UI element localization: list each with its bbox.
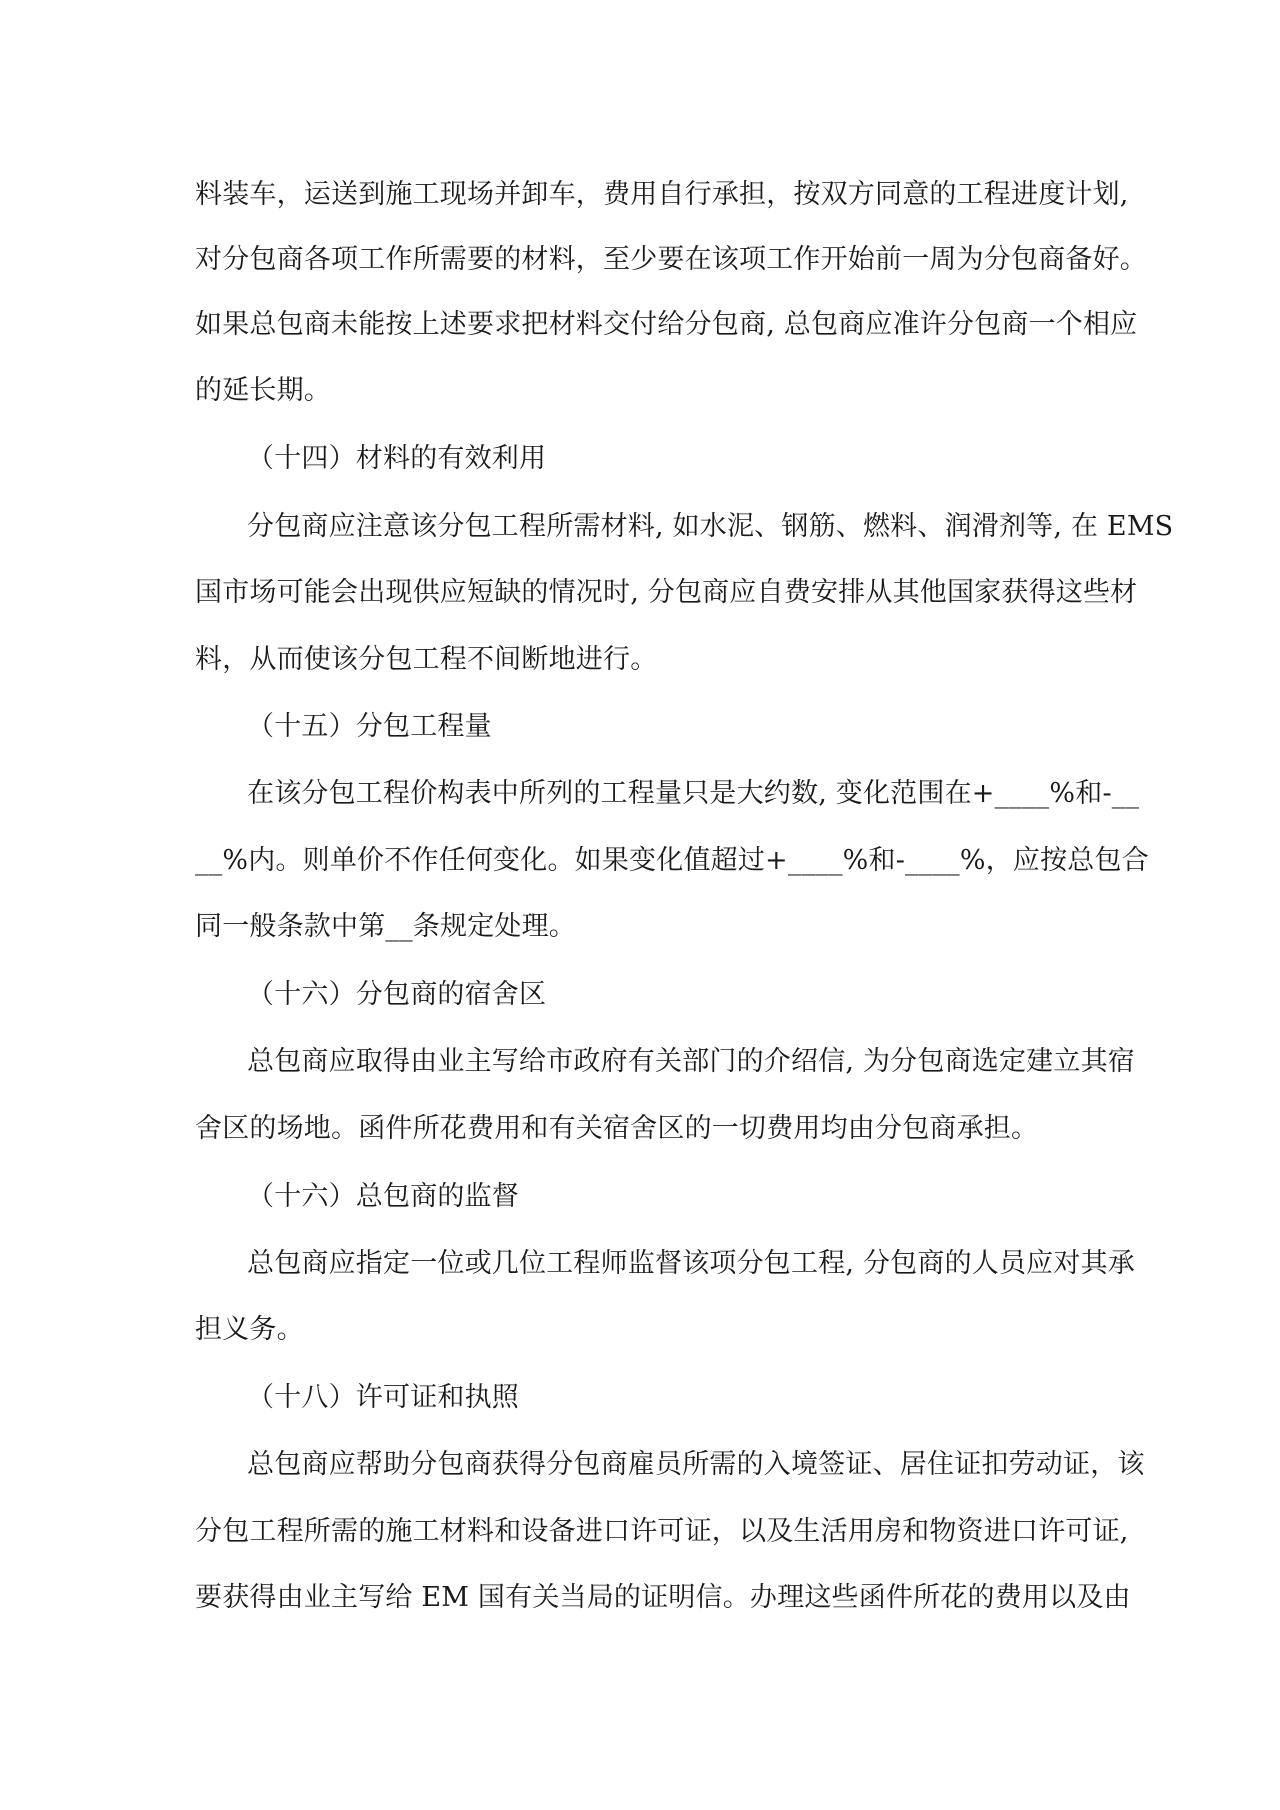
paragraph-line: 分包工程所需的施工材料和设备进口许可证，以及生活用房和物资进口许可证, [195,1516,1129,1547]
section-heading-18: （十八）许可证和执照 [247,1382,519,1413]
paragraph-line: 在该分包工程价构表中所列的工程量只是大约数, 变化范围在+____%和-__ [247,778,1140,809]
paragraph-line: __%内。则单价不作任何变化。如果变化值超过+____%和-____%，应按总包合 [195,845,1149,876]
paragraph-line: 要获得由业主写给 EM 国有关当局的证明信。办理这些函件所花的费用以及由 [195,1582,1131,1613]
paragraph-line: 国市场可能会出现供应短缺的情况时, 分包商应自费安排从其他国家获得这些材 [195,577,1138,608]
section-heading-14: （十四）材料的有效利用 [247,443,547,474]
paragraph-line: 总包商应指定一位或几位工程师监督该项分包工程, 分包商的人员应对其承 [247,1248,1135,1279]
paragraph-line: 总包商应帮助分包商获得分包商雇员所需的入境签证、居住证扣劳动证，该 [247,1449,1145,1480]
paragraph-line: 料，从而使该分包工程不间断地进行。 [195,644,658,675]
section-heading-15: （十五）分包工程量 [247,711,492,742]
paragraph-line: 料装车，运送到施工现场并卸车，费用自行承担，按双方同意的工程进度计划, [195,179,1129,210]
paragraph-line: 舍区的场地。函件所花费用和有关宿舍区的一切费用均由分包商承担。 [195,1113,1039,1144]
paragraph-line: 担义务。 [195,1314,304,1345]
paragraph-line: 同一般条款中第__条规定处理。 [195,911,576,942]
paragraph-line: 如果总包商未能按上述要求把材料交付给分包商, 总包商应准许分包商一个相应 [195,309,1138,340]
paragraph-line: 的延长期。 [195,375,331,406]
paragraph-line: 分包商应注意该分包工程所需材料, 如水泥、钢筋、燃料、润滑剂等, 在 EMS [247,511,1174,542]
paragraph-line: 对分包商各项工作所需要的材料，至少要在该项工作开始前一周为分包商备好。 [195,244,1147,275]
section-heading-16: （十六）分包商的宿舍区 [247,979,547,1010]
paragraph-line: 总包商应取得由业主写给市政府有关部门的介绍信, 为分包商选定建立其宿 [247,1046,1135,1077]
section-heading-17: （十六）总包商的监督 [247,1181,519,1212]
